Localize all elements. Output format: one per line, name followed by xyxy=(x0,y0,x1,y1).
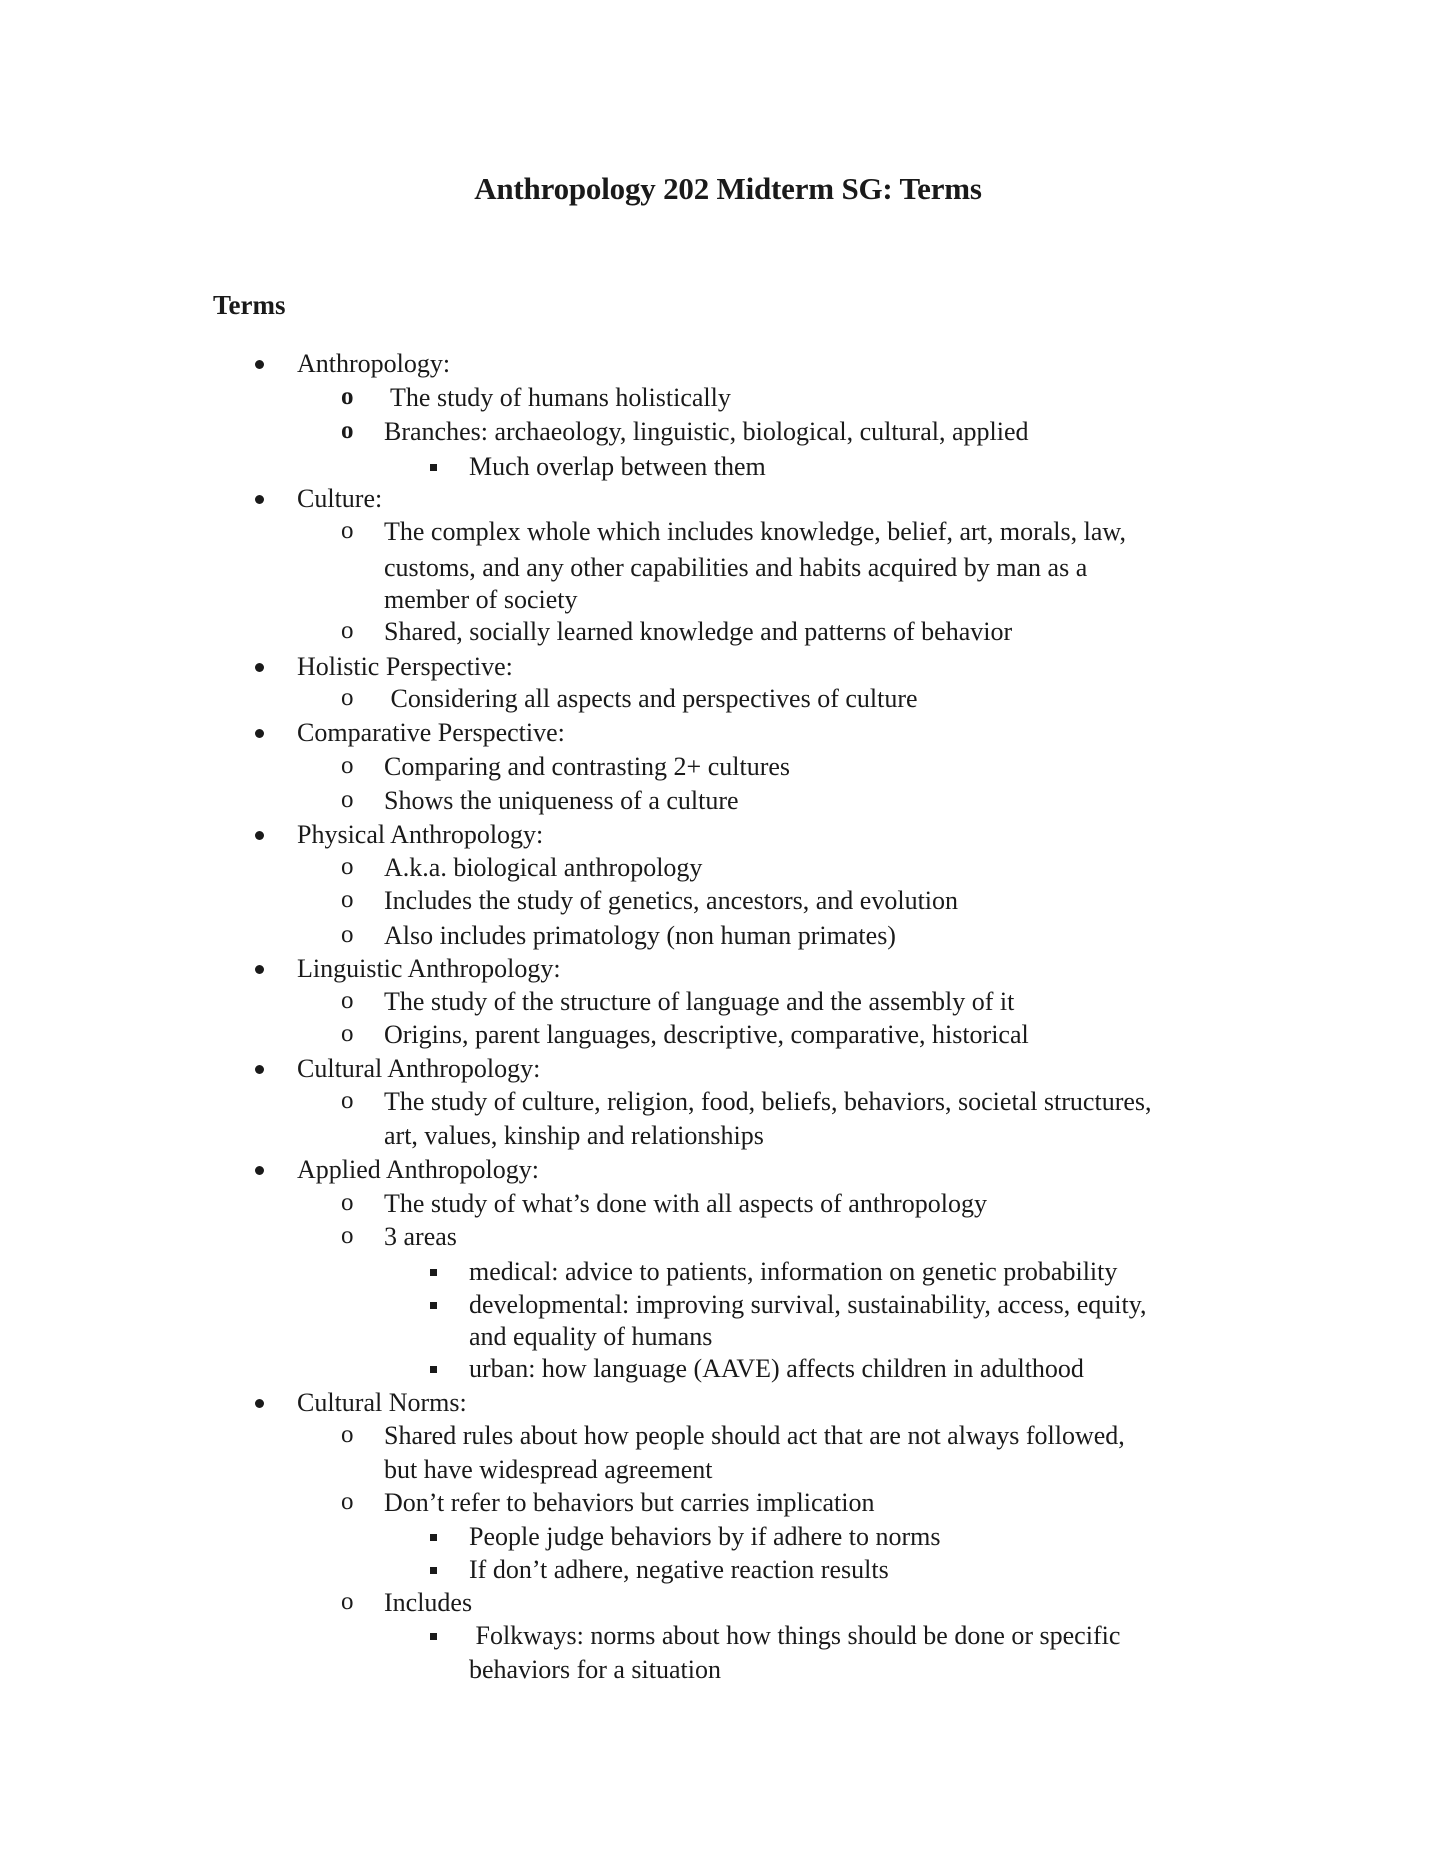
bullet-disc-icon xyxy=(255,495,264,504)
outline-item-text: Physical Anthropology: xyxy=(297,820,544,849)
outline-item-text: Cultural Norms: xyxy=(297,1388,467,1417)
bullet-square-icon xyxy=(430,1534,437,1541)
outline-item-text: Folkways: norms about how things should be done or specific xyxy=(469,1621,1121,1650)
outline-item xyxy=(0,1554,1456,1586)
outline-item xyxy=(0,1154,1456,1186)
bullet-square-icon xyxy=(430,1302,437,1309)
bullet-disc-icon xyxy=(255,1399,264,1408)
bullet-circle-icon: o xyxy=(341,1588,354,1615)
outline-item-text: Shows the uniqueness of a culture xyxy=(384,786,739,815)
outline-item xyxy=(0,348,1456,380)
outline-item xyxy=(0,683,1456,715)
bullet-circle-icon: o xyxy=(341,853,354,880)
outline-item-text: Includes xyxy=(384,1588,473,1617)
bullet-circle-icon: o xyxy=(341,1087,354,1114)
bullet-disc-icon xyxy=(255,1065,264,1074)
bullet-circle-icon: o xyxy=(341,1421,354,1448)
outline-item xyxy=(0,717,1456,749)
outline-item-text: The study of culture, religion, food, beliefs, behaviors, societal structures, xyxy=(384,1087,1152,1116)
bullet-disc-icon xyxy=(255,360,264,369)
outline-item-text: Considering all aspects and perspectives of culture xyxy=(384,684,918,713)
outline-item xyxy=(0,1256,1456,1288)
outline-item-text: Comparing and contrasting 2+ cultures xyxy=(384,752,791,781)
bullet-circle-icon: o xyxy=(341,921,354,948)
outline-item-text: The study of the structure of language and the assembly of it xyxy=(384,987,1015,1016)
outline-item xyxy=(0,1487,1456,1519)
outline-item-text: urban: how language (AAVE) affects children in adulthood xyxy=(469,1354,1084,1383)
outline-item xyxy=(0,852,1456,884)
outline-item-text: 3 areas xyxy=(384,1222,457,1251)
outline-item xyxy=(0,1454,1456,1486)
bullet-circle-icon: o xyxy=(341,383,354,410)
outline-item-text: Cultural Anthropology: xyxy=(297,1054,541,1083)
outline-item xyxy=(0,416,1456,448)
bullet-disc-icon xyxy=(255,831,264,840)
outline-item-text: The complex whole which includes knowledge, belief, art, morals, law, xyxy=(384,517,1126,546)
outline-item xyxy=(0,552,1456,584)
outline-item xyxy=(0,1053,1456,1085)
outline-item-text: but have widespread agreement xyxy=(384,1455,713,1484)
outline-item xyxy=(0,1387,1456,1419)
outline-item-text: Includes the study of genetics, ancestors, and evolution xyxy=(384,886,959,915)
bullet-disc-icon xyxy=(255,965,264,974)
outline-item-text: A.k.a. biological anthropology xyxy=(384,853,703,882)
outline-item xyxy=(0,651,1456,683)
bullet-circle-icon: o xyxy=(341,1222,354,1249)
outline-item-text: Shared rules about how people should act that are not always followed, xyxy=(384,1421,1125,1450)
outline-item-text: Holistic Perspective: xyxy=(297,652,513,681)
outline-item xyxy=(0,953,1456,985)
outline-item-text: People judge behaviors by if adhere to norms xyxy=(469,1522,941,1551)
outline-item xyxy=(0,1086,1456,1118)
bullet-circle-icon: o xyxy=(341,987,354,1014)
outline-item-text: Branches: archaeology, linguistic, biological, cultural, applied xyxy=(384,417,1029,446)
outline-item xyxy=(0,1620,1456,1652)
outline-item-text: member of society xyxy=(384,585,578,614)
outline-item xyxy=(0,920,1456,952)
outline-item-text: and equality of humans xyxy=(469,1322,713,1351)
bullet-circle-icon: o xyxy=(341,1020,354,1047)
outline-item xyxy=(0,1188,1456,1220)
bullet-square-icon xyxy=(430,1567,437,1574)
outline-item xyxy=(0,616,1456,648)
outline-item xyxy=(0,483,1456,515)
bullet-circle-icon: o xyxy=(341,786,354,813)
outline-item-text: Comparative Perspective: xyxy=(297,718,565,747)
section-heading: Terms xyxy=(213,290,286,320)
bullet-square-icon xyxy=(430,1366,437,1373)
outline-item xyxy=(0,382,1456,414)
outline-item xyxy=(0,1353,1456,1385)
outline-item-text: The study of humans holistically xyxy=(384,383,731,412)
outline-item xyxy=(0,1019,1456,1051)
outline-item-text: Applied Anthropology: xyxy=(297,1155,539,1184)
bullet-circle-icon: o xyxy=(341,684,354,711)
outline-item xyxy=(0,1420,1456,1452)
bullet-square-icon xyxy=(430,464,437,471)
outline-item xyxy=(0,751,1456,783)
bullet-disc-icon xyxy=(255,1166,264,1175)
outline-item-text: art, values, kinship and relationships xyxy=(384,1121,764,1150)
bullet-circle-icon: o xyxy=(341,617,354,644)
outline-item xyxy=(0,1587,1456,1619)
outline-item xyxy=(0,584,1456,616)
outline-item-text: Shared, socially learned knowledge and patterns of behavior xyxy=(384,617,1013,646)
outline-item-text: Linguistic Anthropology: xyxy=(297,954,561,983)
outline-item-text: Much overlap between them xyxy=(469,452,766,481)
outline-item xyxy=(0,1221,1456,1253)
outline-item-text: The study of what’s done with all aspects of anthropology xyxy=(384,1189,987,1218)
outline-item-text: Don’t refer to behaviors but carries implication xyxy=(384,1488,875,1517)
outline-item xyxy=(0,986,1456,1018)
outline-item-text: customs, and any other capabilities and habits acquired by man as a xyxy=(384,553,1088,582)
bullet-circle-icon: o xyxy=(341,417,354,444)
outline-item xyxy=(0,1289,1456,1321)
bullet-circle-icon: o xyxy=(341,517,354,544)
outline-item-text: Culture: xyxy=(297,484,383,513)
outline-item xyxy=(0,1120,1456,1152)
bullet-circle-icon: o xyxy=(341,752,354,779)
outline-item xyxy=(0,1321,1456,1353)
outline-item-text: medical: advice to patients, information on genetic probability xyxy=(469,1257,1118,1286)
outline-item-text: If don’t adhere, negative reaction results xyxy=(469,1555,889,1584)
bullet-square-icon xyxy=(430,1633,437,1640)
bullet-circle-icon: o xyxy=(341,886,354,913)
outline-item xyxy=(0,451,1456,483)
document-title: Anthropology 202 Midterm SG: Terms xyxy=(474,171,982,206)
outline-item xyxy=(0,1521,1456,1553)
outline-item xyxy=(0,819,1456,851)
outline-item-text: Also includes primatology (non human primates) xyxy=(384,921,896,950)
outline-item-text: Anthropology: xyxy=(297,349,451,378)
outline-item xyxy=(0,885,1456,917)
outline-item-text: behaviors for a situation xyxy=(469,1655,721,1684)
outline-item-text: Origins, parent languages, descriptive, comparative, historical xyxy=(384,1020,1029,1049)
outline-item xyxy=(0,785,1456,817)
bullet-circle-icon: o xyxy=(341,1488,354,1515)
outline-item xyxy=(0,516,1456,548)
bullet-disc-icon xyxy=(255,663,264,672)
outline-item-text: developmental: improving survival, sustainability, access, equity, xyxy=(469,1290,1147,1319)
bullet-square-icon xyxy=(430,1269,437,1276)
bullet-disc-icon xyxy=(255,729,264,738)
outline-item xyxy=(0,1654,1456,1686)
bullet-circle-icon: o xyxy=(341,1189,354,1216)
